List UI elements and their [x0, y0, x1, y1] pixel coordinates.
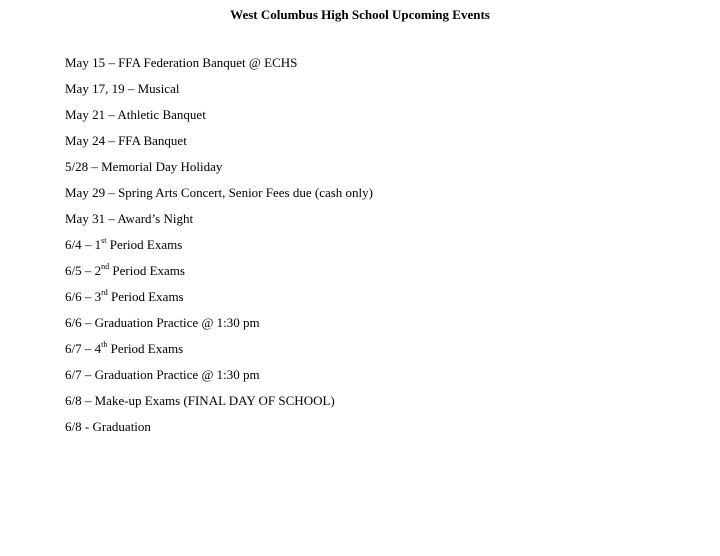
event-text-rest: Period Exams: [106, 237, 183, 252]
event-item: [65, 211, 373, 237]
event-item: [65, 341, 373, 367]
event-text: May 24 – FFA Banquet: [65, 133, 187, 148]
event-item: [65, 367, 373, 393]
event-text-rest: Period Exams: [107, 289, 184, 304]
event-item: [65, 81, 373, 107]
event-item: [65, 237, 373, 263]
event-item: [65, 133, 373, 159]
event-item: [65, 185, 373, 211]
event-item: [65, 263, 373, 289]
event-text-rest: Period Exams: [109, 263, 185, 278]
event-text: May 29 – Spring Arts Concert, Senior Fees due (cash only): [65, 185, 373, 200]
document-title: West Columbus High School Upcoming Events: [230, 7, 490, 22]
event-text: 6/7 – Graduation Practice @ 1:30 pm: [65, 367, 260, 382]
event-list: [65, 55, 373, 445]
event-item: [65, 159, 373, 185]
event-text: May 31 – Award’s Night: [65, 211, 194, 226]
event-item: [65, 419, 373, 445]
event-text: 6/8 – Make-up Exams (FINAL DAY OF SCHOOL): [65, 393, 335, 408]
event-text: May 21 – Athletic Banquet: [65, 107, 206, 122]
event-item: [65, 289, 373, 315]
ordinal-suffix: nd: [101, 261, 110, 271]
event-text: May 15 – FFA Federation Banquet @ ECHS: [65, 55, 298, 70]
event-text: 6/4 – 1: [65, 237, 102, 252]
event-text: May 17, 19 – Musical: [65, 81, 180, 96]
event-item: [65, 55, 373, 81]
ordinal-suffix: th: [101, 339, 108, 349]
ordinal-suffix: st: [101, 235, 107, 245]
event-text: 6/7 – 4: [65, 341, 102, 356]
event-item: [65, 107, 373, 133]
event-text: 6/5 – 2: [65, 263, 102, 278]
event-text: 6/6 – 3: [65, 289, 102, 304]
ordinal-suffix: rd: [101, 287, 108, 297]
event-text-rest: Period Exams: [107, 341, 184, 356]
event-text: 5/28 – Memorial Day Holiday: [65, 159, 223, 174]
event-text: 6/8 - Graduation: [65, 419, 151, 434]
event-item: [65, 315, 373, 341]
event-text: 6/6 – Graduation Practice @ 1:30 pm: [65, 315, 260, 330]
event-item: [65, 393, 373, 419]
